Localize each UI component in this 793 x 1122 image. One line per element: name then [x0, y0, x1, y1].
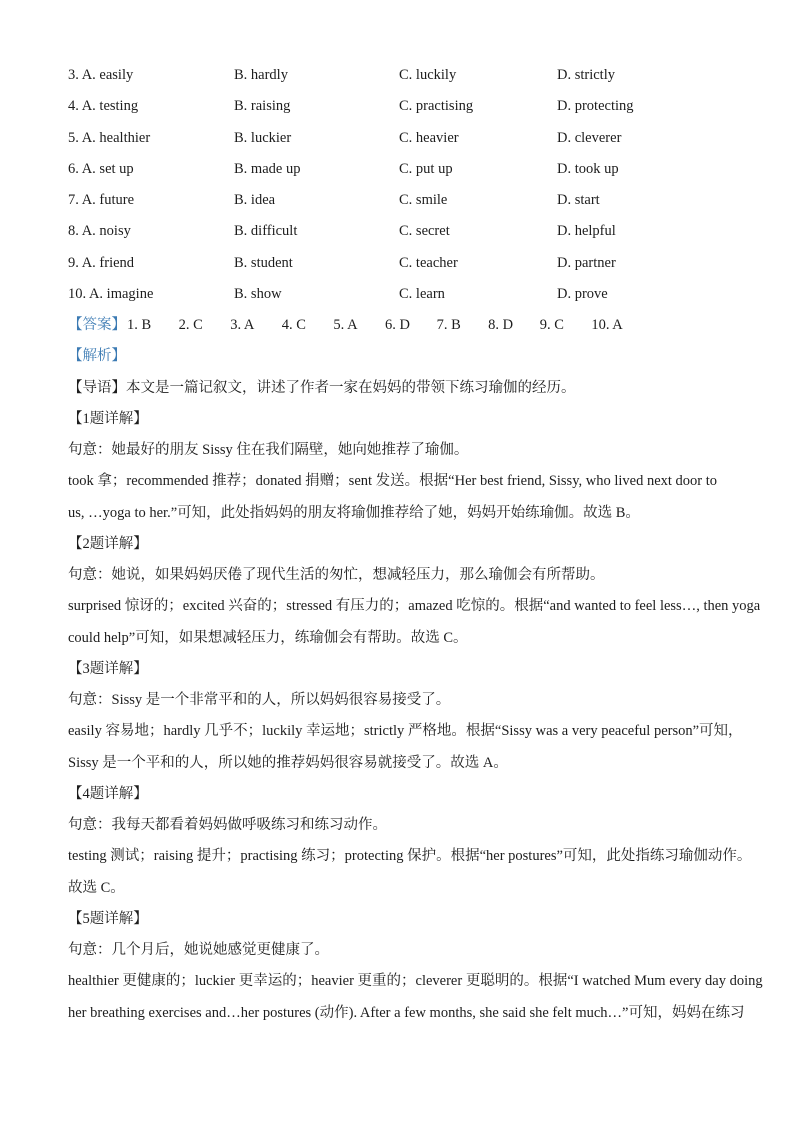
option-c: C. heavier [399, 129, 459, 146]
option-d: D. took up [557, 160, 619, 177]
explanation-3-line: Sissy 是一个平和的人，所以她的推荐妈妈很容易就接受了。故选 A。 [68, 754, 508, 771]
intro-row [68, 373, 726, 404]
answer-item: 2. C [178, 317, 203, 333]
option-row-8 [68, 216, 726, 247]
option-row-7 [68, 185, 726, 216]
explanation-5-line: healthier 更健康的；luckier 更幸运的；heavier 更重的；cleverer 更聪明的。根据“I watched Mum every day doing [68, 973, 763, 990]
answer-item: 6. D [384, 317, 410, 333]
option-a: 3. A. easily [68, 67, 134, 83]
option-b: B. idea [234, 192, 276, 208]
option-a: 7. A. future [68, 192, 135, 208]
explanation-1-line: 句意：她最好的朋友 Sissy 住在我们隔壁，她向她推荐了瑜伽。 [68, 442, 469, 458]
option-b: B. raising [234, 98, 291, 115]
answer-item: 9. C [539, 317, 564, 333]
answer-item: 7. B [436, 317, 461, 333]
option-b: B. made up [234, 160, 301, 177]
intro-label: 【导语】 [68, 379, 126, 396]
answer-item: 8. D [488, 317, 514, 333]
option-b: B. difficult [234, 223, 298, 240]
explanation-4-line: 句意：我每天都看着妈妈做呼吸练习和练习动作。 [68, 817, 387, 833]
option-b: B. student [234, 254, 293, 271]
analysis-label: 【解析】 [68, 348, 126, 365]
option-b: B. luckier [234, 129, 292, 146]
option-row-4 [68, 91, 726, 122]
option-a: 9. A. friend [68, 254, 135, 271]
explanation-5-line: 句意：几个月后，她说她感觉更健康了。 [68, 942, 329, 958]
explanation-5-label: 【5题详解】 [68, 910, 148, 927]
answer-label: 【答案】 [68, 317, 126, 333]
explanation-2-label: 【2题详解】 [68, 535, 148, 552]
explanation-2-line: surprised 惊讶的；excited 兴奋的；stressed 有压力的；amazed 吃惊的。根据“and wanted to feel less…, then yoga [68, 598, 761, 615]
answer-item: 4. C [281, 317, 306, 333]
explanation-5-line: her breathing exercises and…her postures (动作). After a few months, she said she felt much…”可知，妈妈在练习 [68, 1004, 745, 1021]
explanation-2-line: 句意：她说，如果妈妈厌倦了现代生活的匆忙，想减轻压力，那么瑜伽会有所帮助。 [68, 567, 605, 583]
option-d: D. protecting [557, 98, 634, 115]
option-a: 5. A. healthier [68, 129, 151, 146]
option-c: C. teacher [399, 254, 458, 271]
explanation-2-line: could help”可知，如果想减轻压力，练瑜伽会有帮助。故选 C。 [68, 629, 468, 646]
option-c: C. put up [399, 160, 453, 177]
explanation-1-line: took 拿；recommended 推荐；donated 捐赠；sent 发送。根据“Her best friend, Sissy, who lived next door to [68, 473, 718, 490]
answer-item: 1. B [127, 317, 152, 333]
option-c: C. learn [399, 285, 445, 302]
option-a: 8. A. noisy [68, 223, 131, 240]
option-row-9 [68, 248, 726, 279]
answer-item: 3. A [230, 317, 255, 333]
option-row-5 [68, 123, 726, 154]
explanation-3-line: 句意：Sissy 是一个非常平和的人，所以妈妈很容易接受了。 [68, 692, 451, 708]
option-b: B. show [234, 285, 282, 302]
answer-row [68, 310, 726, 341]
intro-text: 本文是一篇记叙文，讲述了作者一家在妈妈的带领下练习瑜伽的经历。 [126, 379, 576, 396]
answer-item: 10. A [591, 317, 623, 333]
option-c: C. smile [399, 192, 448, 208]
option-d: D. prove [557, 285, 608, 302]
option-d: D. partner [557, 254, 616, 271]
option-c: C. luckily [399, 67, 457, 83]
option-row-3 [68, 60, 726, 91]
explanation-4-line: testing 测试；raising 提升；practising 练习；protecting 保护。根据“her postures”可知，此处指练习瑜伽动作。 [68, 848, 752, 865]
explanation-1-line: us, …yoga to her.”可知，此处指妈妈的朋友将瑜伽推荐给了她，妈妈开始练瑜伽。故选 B。 [68, 504, 640, 521]
explanation-3-line: easily 容易地；hardly 几乎不；luckily 幸运地；strictly 严格地。根据“Sissy was a very peaceful person”可知， [68, 723, 743, 740]
analysis-row [68, 341, 726, 372]
answer-item: 5. A [333, 317, 358, 333]
option-b: B. hardly [234, 67, 288, 83]
document-content [68, 60, 763, 1029]
option-a: 10. A. imagine [68, 285, 154, 302]
option-c: C. secret [399, 223, 450, 240]
explanation-1-label: 【1题详解】 [68, 410, 148, 427]
option-d: D. cleverer [557, 129, 622, 146]
option-d: D. helpful [557, 223, 616, 240]
option-a: 6. A. set up [68, 160, 134, 177]
option-d: D. strictly [557, 67, 615, 83]
explanation-3-label: 【3题详解】 [68, 660, 148, 677]
explanation-4-label: 【4题详解】 [68, 785, 148, 802]
explanation-4-line: 故选 C。 [68, 879, 125, 896]
option-d: D. start [557, 192, 600, 208]
option-a: 4. A. testing [68, 98, 139, 115]
option-row-10 [68, 279, 726, 310]
option-row-6 [68, 154, 726, 185]
option-c: C. practising [399, 98, 474, 115]
